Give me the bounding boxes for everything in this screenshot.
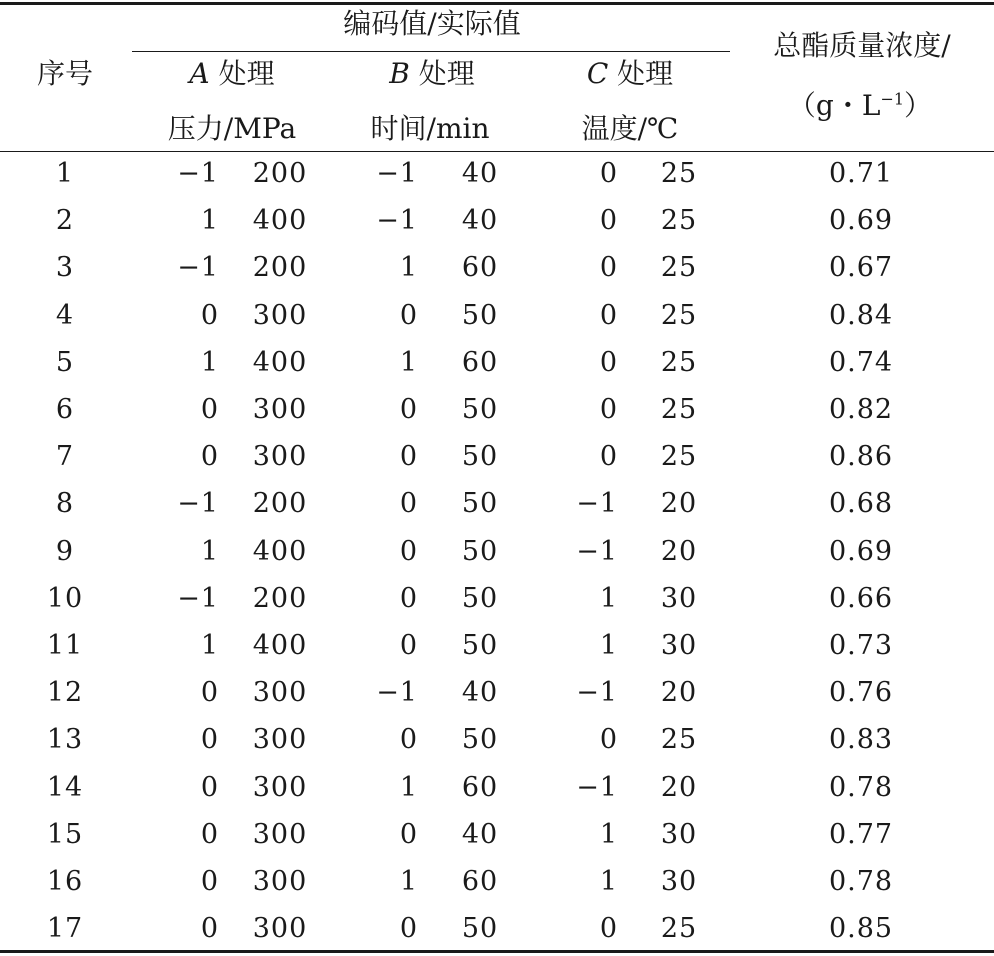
header-c-unit: 温度/℃ [581, 112, 679, 145]
ester-unit-pre: （g・L [787, 89, 881, 122]
cell-a-actual: 300 [252, 394, 308, 425]
cell-c-actual: 25 [660, 913, 698, 945]
cell-c-actual: 20 [660, 677, 698, 709]
cell-b-actual: 60 [461, 771, 499, 803]
cell-b-code: 0 [399, 913, 418, 945]
cell-a-actual: 300 [252, 913, 308, 945]
cell-total-ester: 0.69 [828, 205, 894, 237]
cell-c-actual: 25 [660, 158, 698, 189]
cell-total-ester: 0.74 [828, 346, 894, 378]
cell-seq: 10 [46, 582, 84, 614]
cell-b-code: 0 [399, 818, 418, 850]
cell-c-code: −1 [576, 771, 618, 803]
cell-seq: 6 [55, 394, 75, 425]
cell-seq: 2 [55, 205, 75, 237]
cell-a-code: 1 [200, 535, 219, 567]
cell-a-actual: 200 [252, 582, 308, 614]
cell-seq: 14 [46, 771, 84, 803]
header-c-treatment [586, 57, 674, 90]
cell-b-actual: 40 [461, 158, 499, 189]
cell-c-code: 0 [599, 252, 618, 284]
cell-b-code: 1 [399, 346, 418, 378]
cell-b-actual: 50 [461, 913, 499, 945]
cell-b-actual: 60 [461, 866, 499, 897]
cell-c-code: 0 [599, 299, 618, 331]
cell-c-code: 0 [599, 913, 618, 945]
cell-b-code: 0 [399, 299, 418, 331]
cell-c-code: 0 [599, 394, 618, 425]
cell-a-code: −1 [177, 158, 219, 189]
cell-c-actual: 25 [660, 441, 698, 473]
header-rule [0, 151, 994, 152]
cell-seq: 17 [46, 913, 84, 945]
cell-b-actual: 40 [461, 677, 499, 709]
cell-a-code: 0 [200, 724, 219, 756]
cell-b-code: 1 [399, 771, 418, 803]
cell-c-code: 1 [599, 630, 618, 661]
header-seq: 序号 [36, 57, 94, 90]
cell-seq: 5 [55, 346, 75, 378]
cell-a-code: 1 [200, 630, 219, 661]
bottom-rule [0, 950, 994, 953]
cell-total-ester: 0.77 [828, 818, 894, 850]
header-a-label: 处理 [218, 57, 275, 90]
cell-c-actual: 25 [660, 205, 698, 237]
cell-a-actual: 400 [252, 205, 308, 237]
cell-c-code: 0 [599, 441, 618, 473]
cell-c-code: 0 [599, 205, 618, 237]
cell-b-actual: 60 [461, 252, 499, 284]
cell-c-actual: 20 [660, 771, 698, 803]
cell-total-ester: 0.83 [828, 724, 894, 756]
cell-seq: 8 [55, 488, 75, 520]
cell-a-code: 0 [200, 866, 219, 897]
cell-total-ester: 0.71 [828, 158, 894, 189]
header-b-treatment [389, 57, 475, 90]
cell-a-code: 1 [200, 346, 219, 378]
cell-total-ester: 0.84 [828, 299, 894, 331]
cell-c-actual: 30 [660, 582, 698, 614]
cell-total-ester: 0.86 [828, 441, 894, 473]
cell-c-actual: 25 [660, 724, 698, 756]
cell-seq: 15 [46, 818, 84, 850]
cell-total-ester: 0.68 [828, 488, 894, 520]
cell-b-code: 0 [399, 488, 418, 520]
cell-b-actual: 50 [461, 488, 499, 520]
cell-b-actual: 50 [461, 441, 499, 473]
header-a-letter: A [189, 57, 210, 90]
cell-b-actual: 40 [461, 818, 499, 850]
cell-a-actual: 400 [252, 535, 308, 567]
cell-a-code: 0 [200, 818, 219, 850]
cell-a-actual: 200 [252, 252, 308, 284]
cell-a-actual: 300 [252, 771, 308, 803]
cell-a-code: 0 [200, 677, 219, 709]
cell-b-code: −1 [376, 677, 418, 709]
cell-a-code: −1 [177, 252, 219, 284]
cell-b-actual: 50 [461, 535, 499, 567]
cell-seq: 13 [46, 724, 84, 756]
cell-c-code: 0 [599, 158, 618, 189]
cell-seq: 16 [46, 866, 84, 897]
cell-c-code: 1 [599, 582, 618, 614]
cell-a-code: 0 [200, 913, 219, 945]
cell-total-ester: 0.66 [828, 582, 894, 614]
cell-a-code: 0 [200, 394, 219, 425]
cell-total-ester: 0.82 [828, 394, 894, 425]
cell-c-actual: 30 [660, 866, 698, 897]
cell-a-code: 0 [200, 771, 219, 803]
cell-seq: 3 [55, 252, 75, 284]
cell-c-code: 0 [599, 346, 618, 378]
cell-c-actual: 20 [660, 488, 698, 520]
cell-b-actual: 50 [461, 582, 499, 614]
ester-unit-sup: −1 [880, 89, 905, 109]
header-b-label: 处理 [418, 57, 475, 90]
header-total-ester-line1: 总酯质量浓度/ [773, 29, 951, 62]
cell-b-code: 1 [399, 866, 418, 897]
cell-seq: 7 [55, 441, 75, 473]
cell-c-actual: 20 [660, 535, 698, 567]
cell-b-code: 0 [399, 630, 418, 661]
header-b-unit: 时间/min [370, 112, 490, 145]
cell-b-code: 0 [399, 394, 418, 425]
top-rule [0, 2, 994, 5]
cell-a-actual: 300 [252, 724, 308, 756]
cell-b-code: 0 [399, 441, 418, 473]
cell-a-actual: 300 [252, 677, 308, 709]
cell-c-actual: 25 [660, 346, 698, 378]
cell-b-actual: 60 [461, 346, 499, 378]
cell-b-actual: 50 [461, 394, 499, 425]
cell-seq: 11 [46, 630, 84, 661]
cell-a-actual: 200 [252, 488, 308, 520]
cell-a-actual: 300 [252, 818, 308, 850]
cell-a-code: −1 [177, 488, 219, 520]
header-a-unit: 压力/MPa [167, 112, 297, 145]
ester-unit-post: ） [904, 89, 933, 122]
cell-a-code: 1 [200, 205, 219, 237]
cell-total-ester: 0.67 [828, 252, 894, 284]
cell-a-code: −1 [177, 582, 219, 614]
cell-b-code: 1 [399, 252, 418, 284]
cell-c-actual: 25 [660, 299, 698, 331]
cell-total-ester: 0.78 [828, 771, 894, 803]
cell-b-actual: 40 [461, 205, 499, 237]
cell-a-actual: 300 [252, 441, 308, 473]
cell-a-actual: 300 [252, 866, 308, 897]
cell-c-code: −1 [576, 677, 618, 709]
cell-a-actual: 200 [252, 158, 308, 189]
cell-b-code: −1 [376, 158, 418, 189]
cell-a-actual: 400 [252, 346, 308, 378]
cell-b-actual: 50 [461, 724, 499, 756]
cell-b-code: 0 [399, 582, 418, 614]
cell-total-ester: 0.76 [828, 677, 894, 709]
header-c-letter: C [586, 57, 609, 90]
cell-c-code: −1 [576, 488, 618, 520]
cell-a-code: 0 [200, 441, 219, 473]
cell-a-actual: 300 [252, 299, 308, 331]
cell-c-actual: 25 [660, 394, 698, 425]
header-total-ester-line2 [787, 89, 933, 122]
cell-total-ester: 0.85 [828, 913, 894, 945]
cell-c-code: −1 [576, 535, 618, 567]
group-rule [132, 51, 730, 52]
cell-a-actual: 400 [252, 630, 308, 661]
cell-total-ester: 0.73 [828, 630, 894, 661]
cell-c-actual: 30 [660, 630, 698, 661]
cell-b-code: 0 [399, 724, 418, 756]
header-a-treatment [189, 57, 275, 90]
cell-b-code: −1 [376, 205, 418, 237]
header-b-letter: B [389, 57, 410, 90]
cell-seq: 9 [55, 535, 75, 567]
cell-b-actual: 50 [461, 630, 499, 661]
header-coded-actual: 编码值/实际值 [343, 7, 521, 40]
cell-c-code: 1 [599, 866, 618, 897]
cell-b-code: 0 [399, 535, 418, 567]
cell-c-code: 0 [599, 724, 618, 756]
header-c-label: 处理 [617, 57, 674, 90]
cell-total-ester: 0.69 [828, 535, 894, 567]
cell-seq: 1 [55, 158, 75, 189]
cell-a-code: 0 [200, 299, 219, 331]
cell-c-actual: 30 [660, 818, 698, 850]
cell-c-code: 1 [599, 818, 618, 850]
cell-total-ester: 0.78 [828, 866, 894, 897]
cell-c-actual: 25 [660, 252, 698, 284]
cell-seq: 12 [46, 677, 84, 709]
cell-seq: 4 [55, 299, 75, 331]
cell-b-actual: 50 [461, 299, 499, 331]
